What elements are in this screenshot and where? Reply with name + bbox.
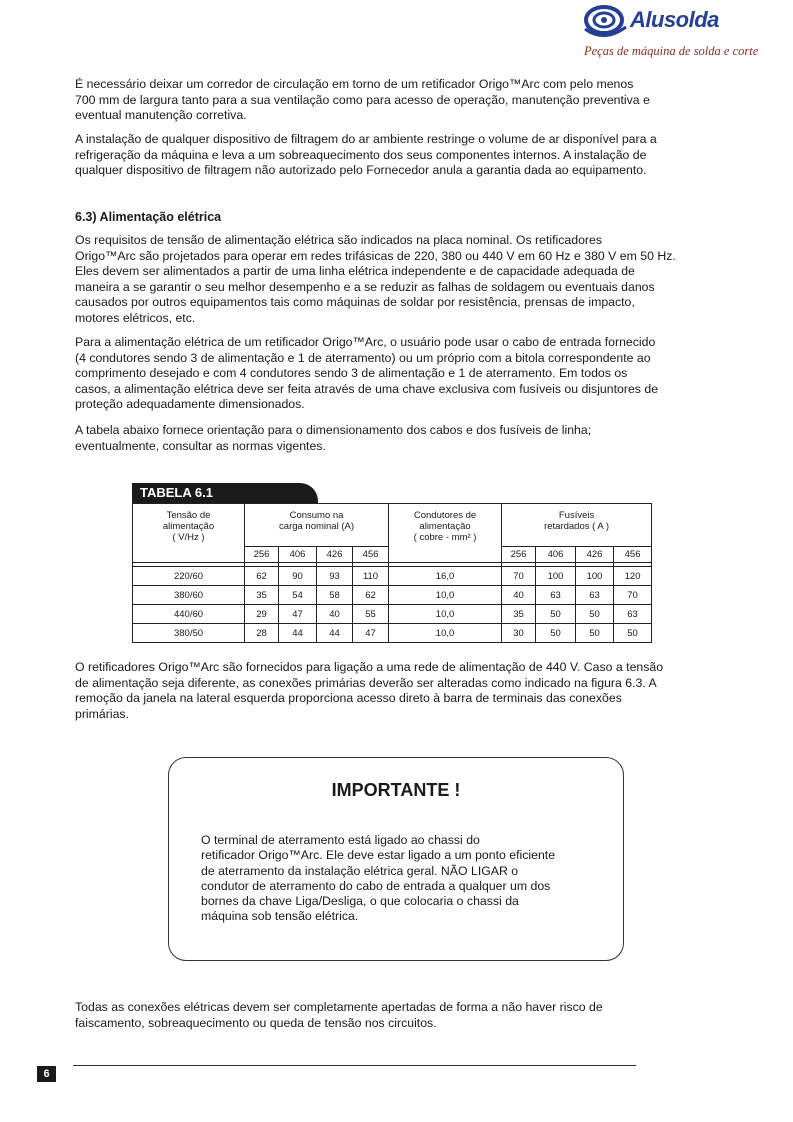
text-line: maneira a se garantir o seu melhor desempenho e a se reduzir as falhas de soldagem ou eventuais danos xyxy=(75,279,655,294)
fuse-cell: 70 xyxy=(614,586,652,605)
header-line: carga nominal (A) xyxy=(279,521,355,532)
model-header: 406 xyxy=(279,547,317,563)
fuse-cell: 100 xyxy=(576,567,614,586)
header-line: Consumo na xyxy=(289,510,344,521)
section-heading: 6.3) Alimentação elétrica xyxy=(75,210,222,224)
conductor-cell: 10,0 xyxy=(389,605,502,624)
brand-tagline: Peças de máquina de solda e corte xyxy=(584,44,759,58)
text-line: Para a alimentação elétrica de um retificador Origo™Arc, o usuário pode usar o cabo de entrada fornecido xyxy=(75,335,656,349)
text-line: Os requisitos de tensão de alimentação elétrica são indicados na placa nominal. Os retificadores xyxy=(75,233,603,247)
fuse-cell: 50 xyxy=(536,605,576,624)
text-line: eventual manutenção corretiva. xyxy=(75,108,247,122)
text-line: causados por outros equipamentos tais como máquinas de soldar por resistência, prensas de impacto, xyxy=(75,295,635,309)
text-line: Origo™Arc são projetados para operar em redes trifásicas de 220, 380 ou 440 V em 60 Hz e 380 V em 50 Hz. xyxy=(75,248,676,263)
consumption-cell: 47 xyxy=(279,605,317,624)
important-text xyxy=(201,833,593,925)
consumption-cell: 40 xyxy=(317,605,353,624)
text-line: A tabela abaixo fornece orientação para o dimensionamento dos cabos e dos fusíveis de linha; xyxy=(75,423,592,437)
important-notice-box xyxy=(168,757,624,961)
header-conductors xyxy=(389,504,502,563)
fuse-cell: 50 xyxy=(576,624,614,643)
fuse-cell: 100 xyxy=(536,567,576,586)
footer-divider xyxy=(73,1065,636,1066)
header-line: Tensão de xyxy=(166,510,211,521)
fuse-cell: 30 xyxy=(502,624,536,643)
text-line: condutor de aterramento do cabo de entrada a qualquer um dos xyxy=(201,878,551,893)
consumption-cell: 54 xyxy=(279,586,317,605)
table-row xyxy=(133,567,652,586)
section-paragraph-1 xyxy=(75,233,717,326)
header-line: Fusíveis xyxy=(558,510,595,521)
text-line: primárias. xyxy=(75,706,129,721)
text-line: comprimento desejado e com 4 condutores sendo 3 de alimentação e 1 de aterramento. Em todos os xyxy=(75,366,628,380)
voltage-cell: 380/50 xyxy=(133,624,245,643)
text-line: Eles devem ser alimentados a partir de uma linha elétrica independente e de capacidade adequada de xyxy=(75,264,635,278)
model-header: 426 xyxy=(576,547,614,563)
after-table-paragraph xyxy=(75,660,717,722)
text-line: 700 mm de largura tanto para a sua ventilação como para acesso de operação, manutenção preventiva e xyxy=(75,92,650,107)
model-header: 456 xyxy=(614,547,652,563)
conductor-cell: 16,0 xyxy=(389,567,502,586)
intro-paragraph-1 xyxy=(75,77,717,124)
text-line: A instalação de qualquer dispositivo de filtragem do ar ambiente restringe o volume de ar disponível para a xyxy=(75,132,657,146)
consumption-cell: 90 xyxy=(279,567,317,586)
text-line: O retificadores Origo™Arc são fornecidos para ligação a uma rede de alimentação de 440 V. Caso a tensão xyxy=(75,660,664,674)
power-supply-table xyxy=(132,503,652,643)
brand-logo xyxy=(582,0,759,62)
header-line: Condutores de xyxy=(413,510,477,521)
model-header: 426 xyxy=(317,547,353,563)
page-number: 6 xyxy=(37,1066,56,1082)
consumption-cell: 62 xyxy=(245,567,279,586)
table-row xyxy=(133,605,652,624)
fuse-cell: 120 xyxy=(614,567,652,586)
consumption-cell: 62 xyxy=(353,586,389,605)
text-line: refrigeração da máquina e leva a um sobreaquecimento dos seus componentes internos. A instalação de xyxy=(75,147,647,162)
fuse-cell: 63 xyxy=(576,586,614,605)
header-consumption xyxy=(245,504,389,547)
header-line: alimentação xyxy=(162,521,215,532)
closing-paragraph xyxy=(75,1000,717,1031)
text-line: de alimentação seja diferente, as conexões primárias deverão ser alteradas como indicado na figura 6.3. A xyxy=(75,675,657,690)
consumption-cell: 44 xyxy=(317,624,353,643)
text-line: (4 condutores sendo 3 de alimentação e 1 de aterramento) ou um próprio com a bitola correspondente ao xyxy=(75,350,651,365)
text-line: faiscamento, sobreaquecimento ou queda de tensão nos circuitos. xyxy=(75,1015,437,1030)
text-line: proteção adequadamente dimensionados. xyxy=(75,397,305,411)
text-line: O terminal de aterramento está ligado ao chassi do xyxy=(201,833,480,847)
fuse-cell: 50 xyxy=(536,624,576,643)
consumption-cell: 47 xyxy=(353,624,389,643)
fuse-cell: 40 xyxy=(502,586,536,605)
consumption-cell: 28 xyxy=(245,624,279,643)
fuse-cell: 50 xyxy=(576,605,614,624)
consumption-cell: 44 xyxy=(279,624,317,643)
voltage-cell: 380/60 xyxy=(133,586,245,605)
model-header: 256 xyxy=(245,547,279,563)
text-line: qualquer dispositivo de filtragem não autorizado pelo Fornecedor anula a garantia dada ao equipamento. xyxy=(75,163,647,177)
text-line: É necessário deixar um corredor de circulação em torno de um retificador Origo™Arc com pelo menos xyxy=(75,77,634,91)
text-line: Todas as conexões elétricas devem ser completamente apertadas de forma a não haver risco de xyxy=(75,1000,603,1014)
text-line: motores elétricos, etc. xyxy=(75,310,196,325)
fuse-cell: 63 xyxy=(536,586,576,605)
text-line: bornes da chave Liga/Desliga, o que colocaria o chassi da xyxy=(201,894,519,909)
fuse-cell: 35 xyxy=(502,605,536,624)
alusolda-swoosh-icon xyxy=(582,3,630,43)
voltage-cell: 440/60 xyxy=(133,605,245,624)
consumption-cell: 55 xyxy=(353,605,389,624)
text-line: retificador Origo™Arc. Ele deve estar ligado a um ponto eficiente xyxy=(201,848,556,863)
text-line: remoção da janela na lateral esquerda proporciona acesso direto à barra de terminais das conexões xyxy=(75,691,622,705)
table-title: TABELA 6.1 xyxy=(132,483,318,503)
text-line: casos, a alimentação elétrica deve ser feita através de uma chave exclusiva com fusíveis ou disjuntores de xyxy=(75,381,659,396)
model-header: 256 xyxy=(502,547,536,563)
text-line: de aterramento da instalação elétrica geral. NÃO LIGAR o xyxy=(201,863,519,878)
header-fuses xyxy=(502,504,652,547)
model-header: 456 xyxy=(353,547,389,563)
model-header: 406 xyxy=(536,547,576,563)
intro-paragraph-2 xyxy=(75,132,717,179)
voltage-cell: 220/60 xyxy=(133,567,245,586)
header-line: retardados ( A ) xyxy=(544,521,610,532)
fuse-cell: 50 xyxy=(614,624,652,643)
consumption-cell: 58 xyxy=(317,586,353,605)
header-voltage xyxy=(133,504,245,563)
header-line: alimentação xyxy=(419,521,471,532)
text-line: máquina sob tensão elétrica. xyxy=(201,909,359,924)
consumption-cell: 93 xyxy=(317,567,353,586)
table-row xyxy=(133,586,652,605)
text-line: eventualmente, consultar as normas vigentes. xyxy=(75,438,326,453)
important-title: IMPORTANTE ! xyxy=(331,780,461,800)
header-line: ( V/Hz ) xyxy=(172,532,205,543)
header-line: ( cobre - mm² ) xyxy=(413,532,477,543)
table-row xyxy=(133,624,652,643)
conductor-cell: 10,0 xyxy=(389,586,502,605)
fuse-cell: 63 xyxy=(614,605,652,624)
section-paragraph-3 xyxy=(75,423,717,454)
section-paragraph-2 xyxy=(75,335,717,413)
consumption-cell: 35 xyxy=(245,586,279,605)
fuse-cell: 70 xyxy=(502,567,536,586)
consumption-cell: 110 xyxy=(353,567,389,586)
brand-name: Alusolda xyxy=(630,7,719,32)
conductor-cell: 10,0 xyxy=(389,624,502,643)
consumption-cell: 29 xyxy=(245,605,279,624)
